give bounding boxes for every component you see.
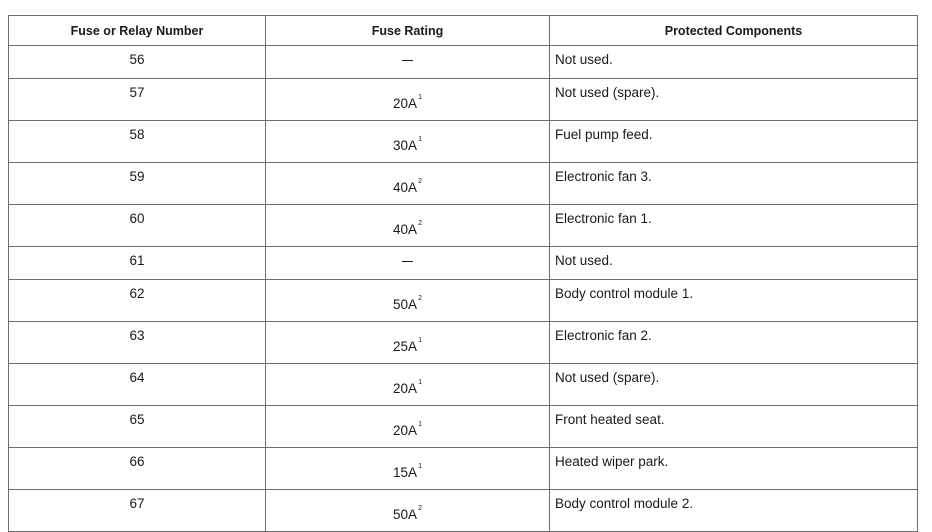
fuse-number-cell: 59 bbox=[9, 163, 266, 205]
fuse-number-cell: 62 bbox=[9, 280, 266, 322]
empty-rating-dash bbox=[402, 60, 413, 61]
fuse-table bbox=[8, 15, 918, 532]
fuse-rating-cell bbox=[266, 448, 550, 490]
fuse-rating-value bbox=[266, 463, 549, 480]
fuse-rating-footnote: 2 bbox=[418, 178, 422, 185]
table-row bbox=[9, 46, 918, 79]
fuse-rating-cell bbox=[266, 247, 550, 280]
protected-component-cell: Heated wiper park. bbox=[550, 448, 918, 490]
fuse-number-cell: 56 bbox=[9, 46, 266, 79]
fuse-rating-cell bbox=[266, 322, 550, 364]
fuse-rating-amperage: 50A bbox=[393, 297, 418, 312]
protected-component-cell: Electronic fan 1. bbox=[550, 205, 918, 247]
table-row bbox=[9, 280, 918, 322]
fuse-rating-value bbox=[266, 295, 549, 312]
fuse-number-cell: 63 bbox=[9, 322, 266, 364]
fuse-rating-cell bbox=[266, 364, 550, 406]
fuse-rating-cell bbox=[266, 46, 550, 79]
fuse-number-cell: 57 bbox=[9, 79, 266, 121]
fuse-rating-cell bbox=[266, 205, 550, 247]
fuse-rating-value bbox=[266, 220, 549, 237]
fuse-number-cell: 67 bbox=[9, 490, 266, 532]
fuse-rating-amperage: 30A bbox=[393, 138, 418, 153]
fuse-rating-amperage: 40A bbox=[393, 222, 418, 237]
fuse-rating-cell bbox=[266, 280, 550, 322]
fuse-rating-value bbox=[266, 337, 549, 354]
empty-rating-dash bbox=[402, 261, 413, 262]
protected-component-cell: Not used (spare). bbox=[550, 364, 918, 406]
fuse-rating-value bbox=[266, 505, 549, 522]
protected-component-cell: Electronic fan 2. bbox=[550, 322, 918, 364]
fuse-number-cell: 60 bbox=[9, 205, 266, 247]
fuse-rating-amperage: 20A bbox=[393, 96, 418, 111]
table-body bbox=[9, 46, 918, 532]
fuse-rating-cell bbox=[266, 163, 550, 205]
fuse-number-cell: 58 bbox=[9, 121, 266, 163]
table-row bbox=[9, 448, 918, 490]
table-row bbox=[9, 490, 918, 532]
fuse-rating-footnote: 1 bbox=[418, 136, 422, 143]
fuse-rating-value bbox=[266, 379, 549, 396]
table-header bbox=[9, 16, 918, 46]
table-row bbox=[9, 247, 918, 280]
fuse-rating-cell bbox=[266, 121, 550, 163]
fuse-rating-value bbox=[266, 178, 549, 195]
fuse-number-cell: 64 bbox=[9, 364, 266, 406]
fuse-rating-amperage: 50A bbox=[393, 507, 418, 522]
table-row bbox=[9, 322, 918, 364]
fuse-rating-amperage: 25A bbox=[393, 339, 418, 354]
fuse-number-cell: 61 bbox=[9, 247, 266, 280]
fuse-rating-cell bbox=[266, 406, 550, 448]
fuse-rating-amperage: 20A bbox=[393, 423, 418, 438]
protected-component-cell: Not used. bbox=[550, 46, 918, 79]
fuse-number-cell: 66 bbox=[9, 448, 266, 490]
fuse-rating-footnote: 2 bbox=[418, 505, 422, 512]
fuse-rating-footnote: 1 bbox=[418, 463, 422, 470]
fuse-rating-value bbox=[266, 421, 549, 438]
fuse-rating-value bbox=[266, 136, 549, 153]
header-fuse-number: Fuse or Relay Number bbox=[9, 16, 266, 46]
protected-component-cell: Front heated seat. bbox=[550, 406, 918, 448]
fuse-rating-value bbox=[266, 94, 549, 111]
table-row bbox=[9, 364, 918, 406]
fuse-rating-footnote: 1 bbox=[418, 379, 422, 386]
fuse-rating-footnote: 1 bbox=[418, 94, 422, 101]
fuse-rating-footnote: 2 bbox=[418, 295, 422, 302]
fuse-rating-amperage: 20A bbox=[393, 381, 418, 396]
header-row bbox=[9, 16, 918, 46]
fuse-rating-cell bbox=[266, 79, 550, 121]
table-row bbox=[9, 406, 918, 448]
fuse-number-cell: 65 bbox=[9, 406, 266, 448]
protected-component-cell: Fuel pump feed. bbox=[550, 121, 918, 163]
protected-component-cell: Body control module 2. bbox=[550, 490, 918, 532]
fuse-rating-footnote: 2 bbox=[418, 220, 422, 227]
protected-component-cell: Not used (spare). bbox=[550, 79, 918, 121]
table-row bbox=[9, 79, 918, 121]
fuse-rating-amperage: 15A bbox=[393, 465, 418, 480]
header-fuse-rating: Fuse Rating bbox=[266, 16, 550, 46]
table-row bbox=[9, 205, 918, 247]
protected-component-cell: Not used. bbox=[550, 247, 918, 280]
protected-component-cell: Electronic fan 3. bbox=[550, 163, 918, 205]
fuse-rating-footnote: 1 bbox=[418, 337, 422, 344]
table-row bbox=[9, 163, 918, 205]
fuse-rating-footnote: 1 bbox=[418, 421, 422, 428]
table-row bbox=[9, 121, 918, 163]
fuse-rating-cell bbox=[266, 490, 550, 532]
header-protected-components: Protected Components bbox=[550, 16, 918, 46]
protected-component-cell: Body control module 1. bbox=[550, 280, 918, 322]
fuse-rating-amperage: 40A bbox=[393, 180, 418, 195]
